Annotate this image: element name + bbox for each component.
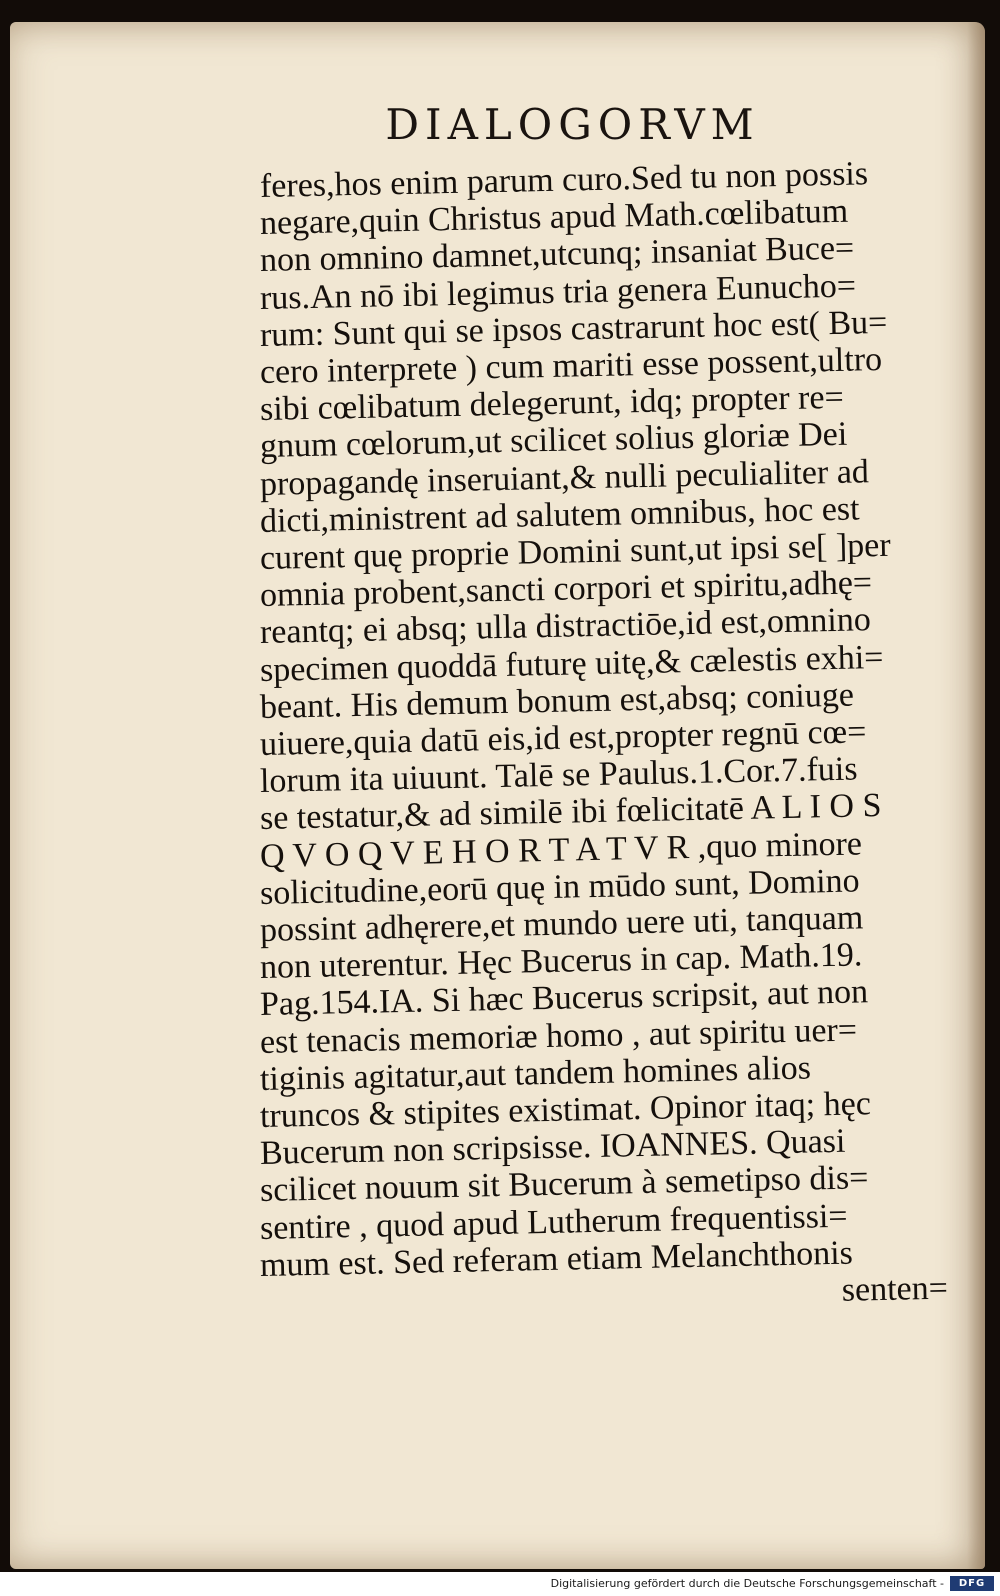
catchword: senten= — [841, 1269, 949, 1309]
text-line: Q V O Q V E H O R T A T V R ,quo minore — [259, 825, 863, 875]
text-line: gnum cœlorum,ut scilicet solius gloriæ Dei — [259, 416, 848, 466]
text-line: feres,hos enim parum curo.Sed tu non possis — [259, 155, 869, 205]
text-line: sibi cœlibatum delegerunt, idq; propter re= — [259, 378, 845, 429]
text-line: rus.An nō ibi legimus tria genera Eunucho= — [259, 267, 857, 317]
text-line: lorum ita uiuunt. Talē se Paulus.1.Cor.7.fuis — [259, 750, 858, 801]
text-line: est tenacis memoriæ homo , aut spiritu uer= — [259, 1011, 858, 1061]
text-line: specimen quoddā futurę uitę,& cælestis exhi= — [259, 638, 884, 689]
running-head: DIALOGORVM — [385, 100, 760, 149]
text-line: Pag.154.IA. Si hæc Bucerus scripsit, aut non — [259, 973, 869, 1024]
text-line: solicitudine,eorū quę in mūdo sunt, Domino — [259, 862, 860, 912]
dfg-logo: DFG — [950, 1576, 994, 1591]
digitization-footer — [0, 1572, 1000, 1596]
text-line: cero interprete ) cum mariti esse possent,ultro — [259, 340, 883, 392]
text-line: uiuere,quia datū eis,id est,propter regnū cœ= — [259, 713, 867, 764]
text-line: tiginis agitatur,aut tandem homines alios — [259, 1049, 812, 1098]
text-line: scilicet nouum sit Bucerum à semetipso dis= — [259, 1159, 869, 1210]
text-line: Bucerum non scripsisse. IOANNES. Quasi — [259, 1123, 846, 1173]
text-line: sentire , quod apud Lutherum frequentissi= — [259, 1197, 848, 1247]
text-line: truncos & stipites existimat. Opinor itaq; hęc — [259, 1085, 872, 1136]
text-line: propagandę inseruiant,& nulli peculialiter ad — [259, 452, 870, 503]
text-line: possint adhęrere,et mundo uere uti, tanquam — [259, 899, 864, 950]
body-text — [259, 155, 960, 1321]
text-line: omnia probent,sancti corpori et spiritu,adhę= — [259, 564, 873, 615]
text-line: reantq; ei absq; ulla distractiōe,id est,omnino — [259, 601, 872, 652]
text-line: dicti,ministrent ad salutem omnibus, hoc est — [259, 490, 860, 540]
text-line: non uterentur. Hęc Bucerus in cap. Math.19. — [259, 936, 863, 987]
text-line: negare,quin Christus apud Math.cœlibatum — [259, 192, 849, 243]
book-page — [10, 22, 985, 1569]
text-line: non omnino damnet,utcunq; insaniat Buce= — [259, 229, 855, 280]
page-gutter-shadow — [967, 22, 985, 1569]
text-line: se testatur,& ad similē ibi fœlicitatē A L I O S — [259, 787, 882, 838]
funding-credit: Digitalisierung gefördert durch die Deutsche Forschungsgemeinschaft - — [550, 1577, 944, 1590]
text-line: rum: Sunt qui se ipsos castrarunt hoc est( Bu= — [259, 303, 888, 354]
text-line: curent quę proprie Domini sunt,ut ipsi se[ ]per — [259, 526, 891, 578]
text-line: mum est. Sed referam etiam Melanchthonis — [259, 1234, 854, 1284]
text-line: beant. His demum bonum est,absq; coniuge — [259, 676, 855, 726]
